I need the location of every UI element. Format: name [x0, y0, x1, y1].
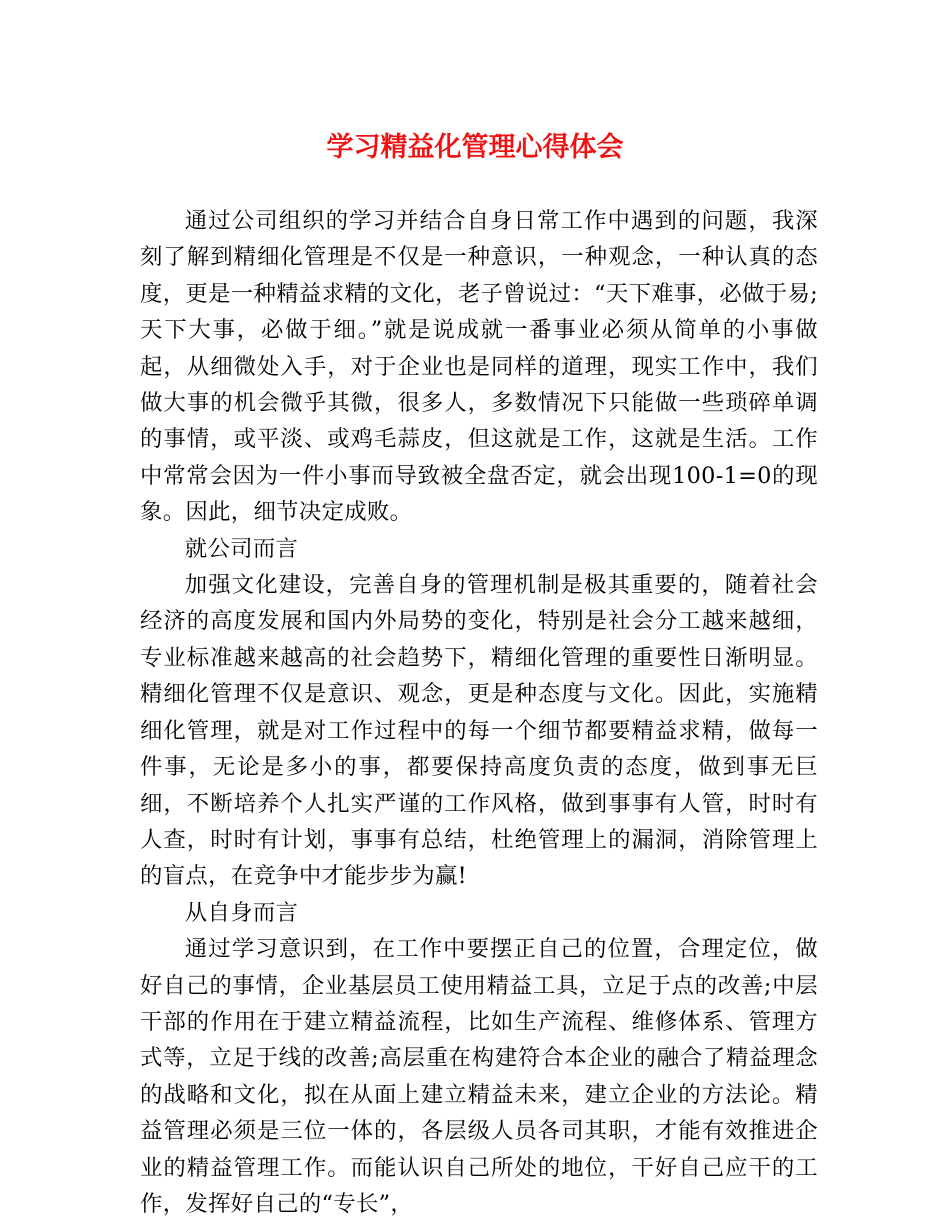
paragraph-self: 通过学习意识到，在工作中要摆正自己的位置，合理定位，做好自己的事情，企业基层员工使用精益工具，立足于点的改善;中层干部的作用在于建立精益流程，比如生产流程、维修体系、管理方式等，立足于线的改善;高层重在构建符合本企业的融合了精益理念的战略和文化，拟在从面上建立精益未来，建立企业的方法论。精益管理必须是三位一体的，各层级人员各司其职，才能有效推进企业的精益管理工作。而能认识自己所处的地位，干好自己应干的工作，发挥好自己的“专长”，: [140, 936, 818, 1217]
document-body: [140, 203, 818, 1222]
document-title: 学习精益化管理心得体会: [326, 132, 624, 163]
subheading-company: 就公司而言: [184, 535, 299, 562]
paragraph-company: 加强文化建设，完善自身的管理机制是极其重要的，随着社会经济的高度发展和国内外局势的变化，特别是社会分工越来越细，专业标准越来越高的社会趋势下，精细化管理的重要性日渐明显。精细化管理不仅是意识、观念，更是种态度与文化。因此，实施精细化管理，就是对工作过程中的每一个细节都要精益求精，做每一件事，无论是多小的事，都要保持高度负责的态度，做到事无巨细，不断培养个人扎实严谨的工作风格，做到事事有人管，时时有人查，时时有计划，事事有总结，杜绝管理上的漏洞，消除管理上的盲点，在竞争中才能步步为赢!: [140, 572, 818, 890]
paragraph-intro: 通过公司组织的学习并结合自身日常工作中遇到的问题，我深刻了解到精细化管理是不仅是一种意识，一种观念，一种认真的态度，更是一种精益求精的文化，老子曾说过：“天下难事，必做于易;天下大事，必做于细。”就是说成就一番事业必须从简单的小事做起，从细微处入手，对于企业也是同样的道理，现实工作中，我们做大事的机会微乎其微，很多人，多数情况下只能做一些琐碎单调的事情，或平淡、或鸡毛蒜皮，但这就是工作，这就是生活。工作中常常会因为一件小事而导致被全盘否定，就会出现100-1=0的现象。因此，细节决定成败。: [140, 208, 818, 526]
subheading-self: 从自身而言: [184, 899, 299, 926]
